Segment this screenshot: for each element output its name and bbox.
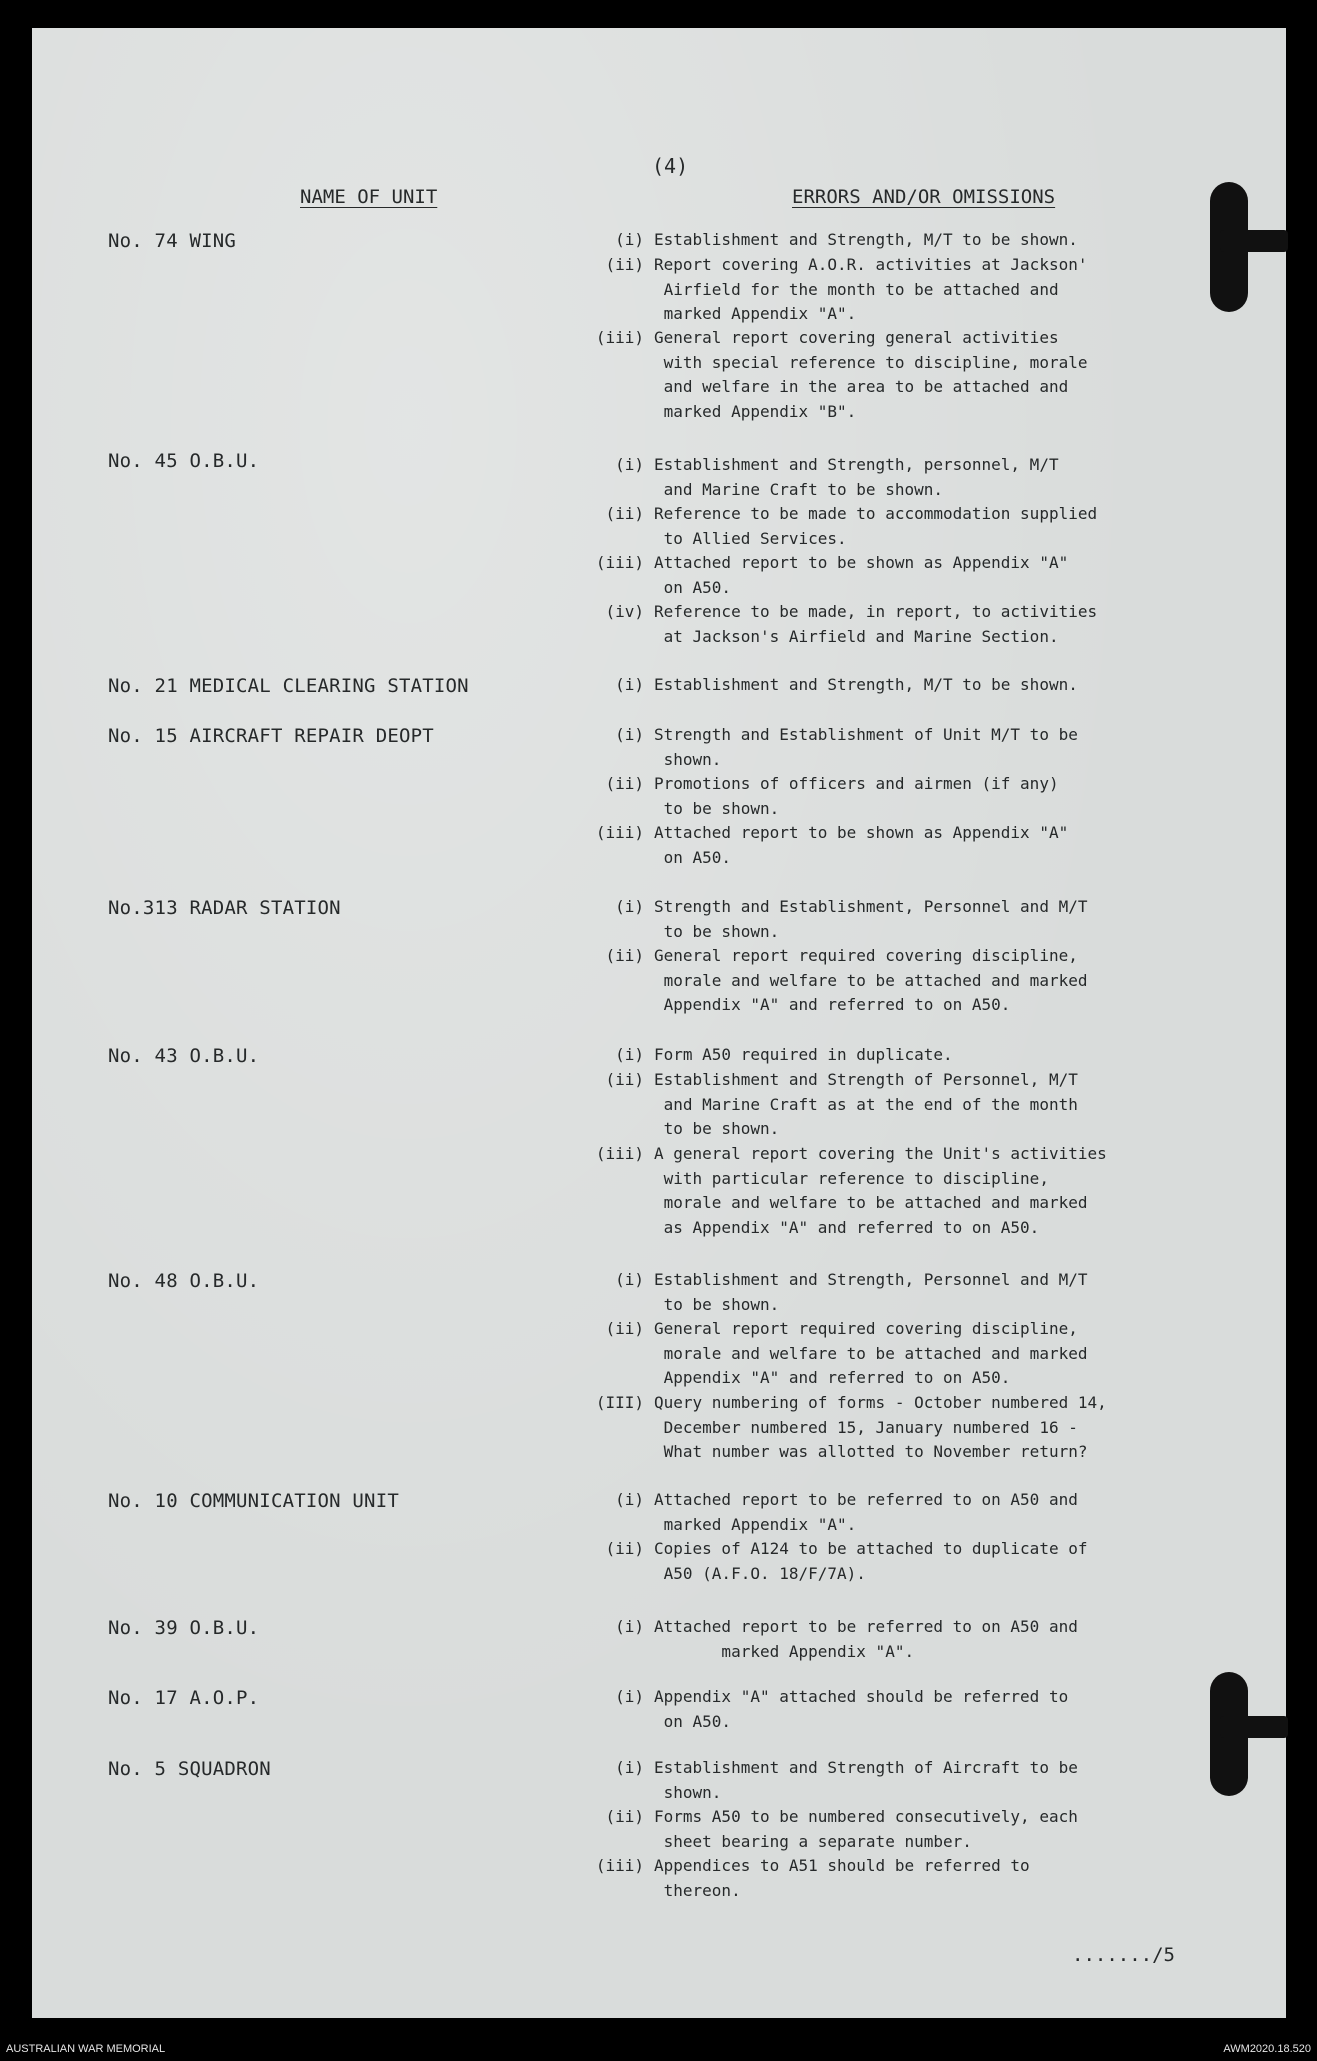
item-text: Query numbering of forms - October numbered 14, December numbered 15, January numbered 16 - What number was allotted to November return? — [654, 1393, 1107, 1461]
item-text: Attached report to be referred to on A50 and marked Appendix "A". — [654, 1617, 1078, 1661]
item-number: (i) — [615, 1270, 644, 1289]
item-text: General report required covering discipline, morale and welfare to be attached and marked Appendix "A" and referred to on A50. — [654, 1319, 1088, 1387]
item-text: Report covering A.O.R. activities at Jackson' Airfield for the month to be attached and marked Appendix "A". — [654, 255, 1088, 323]
column-header-errors: ERRORS AND/OR OMISSIONS — [792, 186, 1056, 208]
item-number: (iii) — [595, 553, 644, 572]
item-text: Appendices to A51 should be referred to thereon. — [654, 1856, 1030, 1900]
unit-name: No. 74 WING — [108, 230, 237, 252]
unit-name: No. 43 O.B.U. — [108, 1045, 260, 1067]
item-number: (ii) — [605, 1539, 644, 1558]
unit-name: No. 39 O.B.U. — [108, 1617, 260, 1639]
item-text: Establishment and Strength of Aircraft to be shown. — [654, 1758, 1078, 1802]
item-number: (i) — [615, 897, 644, 916]
item-number: (iii) — [595, 823, 644, 842]
item-text: Forms A50 to be numbered consecutively, each sheet bearing a separate number. — [654, 1807, 1078, 1851]
item-text: Attached report to be referred to on A50 and marked Appendix "A". — [654, 1490, 1078, 1534]
item-text: Promotions of officers and airmen (if any) to be shown. — [654, 774, 1059, 818]
item-number: (iii) — [595, 1856, 644, 1875]
unit-name: No. 10 COMMUNICATION UNIT — [108, 1490, 399, 1512]
item-text: General report required covering discipline, morale and welfare to be attached and marked Appendix "A" and referred to on A50. — [654, 946, 1088, 1014]
unit-name: No. 17 A.O.P. — [108, 1687, 260, 1709]
item-text: Establishment and Strength of Personnel, M/T and Marine Craft as at the end of the month to be shown. — [654, 1070, 1078, 1138]
item-number: (i) — [615, 675, 644, 694]
item-text: Strength and Establishment of Unit M/T to be shown. — [654, 725, 1078, 769]
item-text: Establishment and Strength, personnel, M/T and Marine Craft to be shown. — [654, 455, 1059, 499]
item-number: (i) — [615, 1758, 644, 1777]
item-text: General report covering general activities with special reference to discipline, morale and welfare in the area to be attached and marked Appendix "B". — [654, 328, 1088, 421]
archive-name: AUSTRALIAN WAR MEMORIAL — [6, 2043, 166, 2055]
item-text: Reference to be made, in report, to activities at Jackson's Airfield and Marine Section. — [654, 602, 1098, 646]
item-number: (ii) — [605, 774, 644, 793]
unit-name: No.313 RADAR STATION — [108, 897, 341, 919]
item-text: Establishment and Strength, M/T to be shown. — [654, 230, 1078, 249]
item-text: Form A50 required in duplicate. — [654, 1045, 953, 1064]
binder-tab-bottom-arm — [1220, 1716, 1288, 1738]
item-number: (i) — [615, 725, 644, 744]
item-number: (i) — [615, 1617, 644, 1636]
unit-name: No. 5 SQUADRON — [108, 1758, 271, 1780]
unit-name: No. 15 AIRCRAFT REPAIR DEOPT — [108, 725, 434, 747]
item-text: A general report covering the Unit's activities with particular reference to discipline, morale and welfare to be attached and marked as Appendix "A" and referred to on A50. — [654, 1144, 1107, 1237]
unit-name: No. 21 MEDICAL CLEARING STATION — [108, 675, 469, 697]
item-text: Copies of A124 to be attached to duplicate of A50 (A.F.O. 18/F/7A). — [654, 1539, 1088, 1583]
item-number: (iii) — [595, 1144, 644, 1163]
item-text: Establishment and Strength, Personnel and M/T to be shown. — [654, 1270, 1088, 1314]
column-header-unit: NAME OF UNIT — [300, 186, 438, 208]
unit-name: No. 48 O.B.U. — [108, 1270, 260, 1292]
item-text: Establishment and Strength, M/T to be shown. — [654, 675, 1078, 694]
item-number: (i) — [615, 455, 644, 474]
item-text: Attached report to be shown as Appendix "A" on A50. — [654, 553, 1069, 597]
page-number: (4) — [652, 154, 689, 178]
item-number: (ii) — [605, 1319, 644, 1338]
continuation-mark: ......./5 — [1072, 1944, 1175, 1966]
item-number: (ii) — [605, 1070, 644, 1089]
item-number: (ii) — [605, 946, 644, 965]
item-text: Appendix "A" attached should be referred to on A50. — [654, 1687, 1069, 1731]
item-number: (ii) — [605, 255, 644, 274]
item-number: (i) — [615, 1045, 644, 1064]
item-number: (ii) — [605, 504, 644, 523]
unit-name: No. 45 O.B.U. — [108, 450, 260, 472]
archive-footer — [0, 2040, 1317, 2061]
item-text: Strength and Establishment, Personnel and M/T to be shown. — [654, 897, 1088, 941]
item-number: (i) — [615, 230, 644, 249]
item-number: (i) — [615, 1687, 644, 1706]
binder-tab-top-arm — [1220, 230, 1288, 252]
item-number: (III) — [595, 1393, 644, 1412]
item-number: (ii) — [605, 1807, 644, 1826]
item-number: (i) — [615, 1490, 644, 1509]
document-page — [32, 28, 1286, 2018]
item-text: Attached report to be shown as Appendix "A" on A50. — [654, 823, 1069, 867]
item-number: (iv) — [605, 602, 644, 621]
item-text: Reference to be made to accommodation supplied to Allied Services. — [654, 504, 1098, 548]
item-number: (iii) — [595, 328, 644, 347]
archive-reference: AWM2020.18.520 — [1223, 2043, 1311, 2055]
